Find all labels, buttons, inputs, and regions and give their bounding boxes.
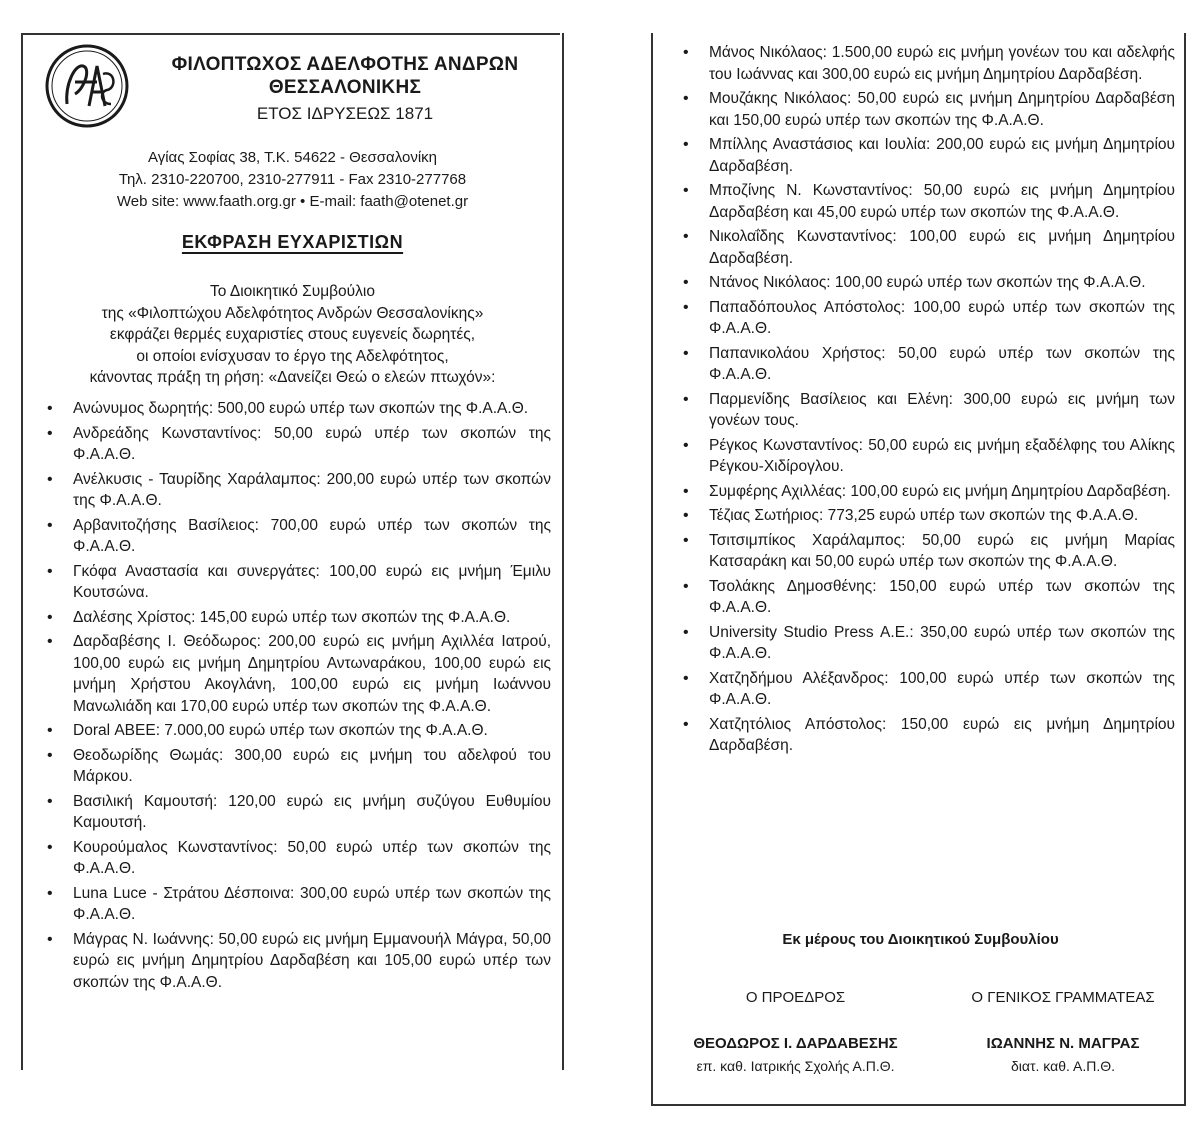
list-item: • Παπαδόπουλος Απόστολος: 100,00 ευρώ υπέρ των σκοπών της Φ.Α.Α.Θ. — [683, 297, 1175, 340]
president-role: επ. καθ. Ιατρικής Σχολής Α.Π.Θ. — [696, 1058, 895, 1074]
list-item: • Χατζητόλιος Απόστολος: 150,00 ευρώ εις μνήμη Δημητρίου Δαρδαβέση. — [683, 714, 1175, 757]
contact-info — [23, 147, 562, 213]
list-item: • Μουζάκης Νικόλαος: 50,00 ευρώ εις μνήμη Δημητρίου Δαρδαβέση και 150,00 ευρώ υπέρ των σκοπών της Φ.Α.Α.Θ. — [683, 88, 1175, 131]
list-item: • Μποζίνης Ν. Κωνσταντίνος: 50,00 ευρώ εις μνήμη Δημητρίου Δαρδαβέση και 45,00 ευρώ υπέρ των σκοπών της Φ.Α.Α.Θ. — [683, 180, 1175, 223]
list-item: • Τσολάκης Δημοσθένης: 150,00 ευρώ υπέρ των σκοπών της Φ.Α.Α.Θ. — [683, 576, 1175, 619]
intro-text: Το Διοικητικό Συμβούλιο της «Φιλοπτώχου Αδελφότητος Ανδρών Θεσσαλονίκης» εκφράζει θερμές ευχαριστίες στους ευγενείς δωρητές, οι οποίοι ενίσχυσαν το έργο της Αδελφότητος, κάνοντας πράξη τη ρήση: «Δανείζει Θεώ ο ελεών πτωχόν»: — [89, 283, 496, 386]
list-item: • Ανέλκυσις - Ταυρίδης Χαράλαμπος: 200,00 ευρώ υπέρ των σκοπών της Φ.Α.Α.Θ. — [47, 469, 551, 512]
list-item: • Δαρδαβέσης Ι. Θεόδωρος: 200,00 ευρώ εις μνήμη Αχιλλέα Ιατρού, 100,00 ευρώ εις μνήμη Δημητρίου Αντωναράκου, 100,00 ευρώ εις μνήμη Χρήστου Ακογλάνη, 100,00 ευρώ εις μνήμη Ιωάννου Μανωλιάδη και 170,00 ευρώ υπέρ των σκοπών της Φ.Α.Α.Θ. — [47, 631, 551, 717]
list-item: • Ντάνος Νικόλαος: 100,00 ευρώ υπέρ των σκοπών της Φ.Α.Α.Θ. — [683, 272, 1175, 294]
secretary-role: διατ. καθ. Α.Π.Θ. — [1010, 1058, 1116, 1074]
list-item: • Τέζιας Σωτήριος: 773,25 ευρώ υπέρ των σκοπών της Φ.Α.Α.Θ. — [683, 505, 1175, 527]
monogram-logo-icon — [45, 44, 129, 128]
list-item: • Μάνος Νικόλαος: 1.500,00 ευρώ εις μνήμη γονέων του και αδελφής του Ιωάννας και 300,00 ευρώ εις μνήμη Δημητρίου Δαρδαβέση. — [683, 42, 1175, 85]
list-item: • Παπανικολάου Χρήστος: 50,00 ευρώ υπέρ των σκοπών της Φ.Α.Α.Θ. — [683, 343, 1175, 386]
address: Αγίας Σοφίας 38, Τ.Κ. 54622 - Θεσσαλονίκη — [147, 149, 438, 166]
list-item: • University Studio Press Α.Ε.: 350,00 ευρώ υπέρ των σκοπών της Φ.Α.Α.Θ. — [683, 622, 1175, 665]
donor-list-right — [683, 42, 1175, 760]
list-item: • Χατζηδήμου Αλέξανδρος: 100,00 ευρώ υπέρ των σκοπών της Φ.Α.Α.Θ. — [683, 668, 1175, 711]
list-item: • Δαλέσης Χρίστος: 145,00 ευρώ υπέρ των σκοπών της Φ.Α.Α.Θ. — [47, 607, 551, 629]
list-item: • Doral ΑΒΕΕ: 7.000,00 ευρώ υπέρ των σκοπών της Φ.Α.Α.Θ. — [47, 720, 551, 742]
list-item: • Συμφέρης Αχιλλέας: 100,00 ευρώ εις μνήμη Δημητρίου Δαρδαβέση. — [683, 481, 1175, 503]
founded-year: ΕΤΟΣ ΙΔΡΥΣΕΩΣ 1871 — [256, 104, 434, 123]
list-item: • Αρβανιτοζήσης Βασίλειος: 700,00 ευρώ υπέρ των σκοπών της Φ.Α.Α.Θ. — [47, 515, 551, 558]
phones: Τηλ. 2310-220700, 2310-277911 - Fax 2310-277768 — [118, 171, 467, 188]
list-item: • Βασιλική Καμουτσή: 120,00 ευρώ εις μνήμη συζύγου Ευθυμίου Καμουτσή. — [47, 791, 551, 834]
section-title: ΕΚΦΡΑΣΗ ΕΥΧΑΡΙΣΤΙΩΝ — [181, 232, 404, 252]
list-item: • Μπίλλης Αναστάσιος και Ιουλία: 200,00 ευρώ εις μνήμη Δημητρίου Δαρδαβέση. — [683, 134, 1175, 177]
list-item: • Παρμενίδης Βασίλειος και Ελένη: 300,00 ευρώ εις μνήμη των γονέων τους. — [683, 389, 1175, 432]
list-item: • Ανδρεάδης Κωνσταντίνος: 50,00 ευρώ υπέρ των σκοπών της Φ.Α.Α.Θ. — [47, 423, 551, 466]
list-item: • Γκόφα Αναστασία και συνεργάτες: 100,00 ευρώ εις μνήμη Έμιλυ Κουτσώνα. — [47, 561, 551, 604]
secretary-name: ΙΩΑΝΝΗΣ Ν. ΜΑΓΡΑΣ — [986, 1035, 1140, 1052]
list-item: • Κουρούμαλος Κωνσταντίνος: 50,00 ευρώ υπέρ των σκοπών της Φ.Α.Α.Θ. — [47, 837, 551, 880]
president-title: Ο ΠΡΟΕΔΡΟΣ — [745, 989, 846, 1006]
donor-list-left — [47, 398, 551, 996]
list-item: • Θεοδωρίδης Θωμάς: 300,00 ευρώ εις μνήμη του αδελφού του Μάρκου. — [47, 745, 551, 788]
list-item: • Μάγρας Ν. Ιωάννης: 50,00 ευρώ εις μνήμη Εμμανουήλ Μάγρα, 50,00 ευρώ εις μνήμη Δημητρίου Δαρδαβέση και 105,00 ευρώ υπέρ των σκοπών της Φ.Α.Α.Θ. — [47, 929, 551, 994]
president-name: ΘΕΟΔΩΡΟΣ Ι. ΔΑΡΔΑΒΕΣΗΣ — [693, 1035, 898, 1052]
list-item: • Luna Luce - Στράτου Δέσποινα: 300,00 ευρώ υπέρ των σκοπών της Φ.Α.Α.Θ. — [47, 883, 551, 926]
list-item: • Τσιτσιμπίκος Χαράλαμπος: 50,00 ευρώ εις μνήμη Μαρίας Κατσαράκη και 50,00 ευρώ υπέρ των σκοπών της Φ.Α.Α.Θ. — [683, 530, 1175, 573]
list-item: • Ρέγκος Κωνσταντίνος: 50,00 ευρώ εις μνήμη εξαδέλφης του Αλίκης Ρέγκου-Χιδίρογλου. — [683, 435, 1175, 478]
list-item: • Νικολαΐδης Κωνσταντίνος: 100,00 ευρώ εις μνήμη Δημητρίου Δαρδαβέση. — [683, 226, 1175, 269]
web-email: Web site: www.faath.org.gr • E-mail: faath@otenet.gr — [116, 193, 469, 210]
header — [23, 35, 560, 135]
right-column — [651, 33, 1186, 1106]
on-behalf-of-board: Εκ μέρους του Διοικητικού Συμβουλίου — [782, 931, 1059, 948]
secretary-title: Ο ΓΕΝΙΚΟΣ ΓΡΑΜΜΑΤΕΑΣ — [971, 989, 1155, 1006]
org-name: ΦΙΛΟΠΤΩΧΟΣ ΑΔΕΛΦΟΤΗΣ ΑΝΔΡΩΝ ΘΕΣΣΑΛΟΝΙΚΗΣ — [171, 54, 519, 98]
left-column — [21, 33, 560, 1070]
list-item: • Ανώνυμος δωρητής: 500,00 ευρώ υπέρ των σκοπών της Φ.Α.Α.Θ. — [47, 398, 551, 420]
